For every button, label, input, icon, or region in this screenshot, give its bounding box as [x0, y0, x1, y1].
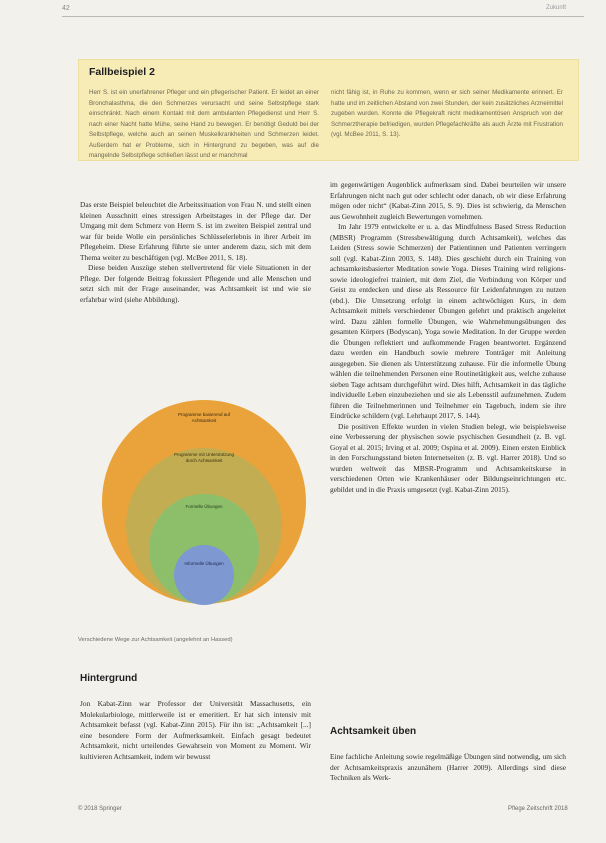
hintergrund-text: [80, 699, 311, 762]
ring-label-3: Formelle Übungen: [185, 504, 223, 509]
heading-achtsamkeit-ueben: Achtsamkeit üben: [330, 726, 417, 737]
left-paragraph-1: Das erste Beispiel beleuchtet die Arbeitssituation von Frau N. und stellt einen kleinen Ausschnitt eines stressigen Arbeitstages in der Pflege dar. Der Umgang mit dem Schmerz von Herrn S. ist im zweiten Beispiel zentral und war für beide Wolle ein persönliches Schlüsselerlebnis in ihrer Arbeit im Pflegeheim. Diese Erfahrung führte sie unter anderem dazu, sich mit dem Thema weiter zu beschäftigen (vgl. McBee 2011, S. 18).: [80, 200, 311, 262]
case-title: Fallbeispiel 2: [89, 66, 155, 78]
ring-informelle-uebungen: [174, 545, 234, 605]
page-number: 42: [62, 5, 70, 12]
figure-caption: Verschiedene Wege zur Achtsamkeit (angelehnt an Hassed): [78, 637, 233, 643]
case-text-left: Herr S. ist ein unerfahrener Pfleger und ein pflegerischer Patient. Er leidet an einer Bronchalasthma, die den Schmerzes verursacht und seine Selbstpflege stark einschränkt. Nach einem Kontakt mit dem ambulanten Pflegedienst und Herr S. nach einer Nacht hatte Mühe, seine Hand zu bewegen. Er benötigt Geduld bei der Selbstpflege, welche auch an seinen Muskelkrankheiten und Schmerzen leidet. Außerdem hat er Probleme, sich in Hintergrund zu begeben, was auf die mangelnde Selbstpflege schließen lässt und er manchmal: [89, 89, 319, 159]
case-text-right: nicht fähig ist, in Ruhe zu kommen, wenn er sich seiner Medikamente erinnert. Er hatte und im zeitlichen Abstand von zwei Stunden, der kein zusätzliches Arzneimittel zugeben wurden. Konnte die Pflegekraft nicht medikamentösen Anspruch von der Schmerztherapie befriedigen, wurden Pflegefachkräfte als auch Ärzte mit Frustration (vgl. McBee 2011, S. 13).: [331, 89, 563, 138]
footer-journal: Pflege Zeitschrift 2018: [508, 806, 568, 812]
top-rule: [62, 16, 584, 17]
achtsamkeit-diagram: [100, 398, 308, 606]
case-box: [78, 59, 579, 161]
right-paragraph-3: Die positiven Effekte wurden in vielen Studien belegt, wie beispielsweise eine Verbesserung der physischen sowie psychischen Gesundheit (z. B. vgl. Goyal et al. 2015; Irving et al. 2009; Ospina et al. 2009). Einen ersten Einblick in den Forschungsstand bieten Internetseiten (z. B. vgl. Harrer 2018). Und so wurden weltweit das MBSR-Programm und Achtsamkeitskurse in verschiedenen Orten wie Krankenhäuser oder Bildungseinrichtungen etc. gebildet und in die Praxis umgesetzt (vgl. Kabat-Zinn 2015).: [330, 421, 566, 494]
right-paragraph-2: Im Jahr 1979 entwickelte er u. a. das Mindfulness Based Stress Reduction (MBSR) Programm (Stressbewältigung durch Achtsamkeit), welches das Leiden (Stress sowie Schmerzen) der Patientinnen und Patienten verringern soll (vgl. Kabat-Zinn 2003, S. 148). Dies geschieht durch ein Training von achtsamkeitsbasierter Meditation sowie Yoga. Dieses Training wird religions- sowie ideologiefrei trainiert, mit dem Ziel, die Verbindung von Körper und Geist zu entdecken und diese als Ressource für Leidenfahrungen zu nutzen (ebd.). Die Umsetzung erfolgt in einem achtwöchigen Kurs, in dem Achtsamkeit mittels verschiedener Übungen gelehrt und praktisch angeleitet wird. Dazu zählen formelle Übungen, wie Wahrnehmungsübungen des gesamten Körpers (Bodyscan), Yoga sowie Meditation. In der Gruppe werden die Übungen reflektiert und aufkommende Fragen beantwortet. Ergänzend dazu werden ein Handbuch sowie mehrere Tonträger mit Anleitung ausgegeben. Sie dienen als Unterstützung zuhause. Für die informelle Übung wählen die teilnehmenden Personen eine Routinetätigkeit aus, welche zuhause sieben Tage achtsam durchgeführt wird. Dies hilft, Achtsamkeit in das tägliche individuelle Leben einzubeziehen und sie als Lebensstil aufzunehmen. Zudem führen die Teilnehmerinnen und Teilnehmer ein Tagebuch, indem sie ihre Eindrücke schildern (vgl. Lehrhaupt 2017, S. 144).: [330, 222, 566, 420]
ring-label-4: Informelle Übungen: [184, 561, 224, 566]
footer-copyright: © 2018 Springer: [78, 806, 122, 812]
section-label: Zukunft: [545, 5, 566, 11]
ring-label-2: Programme mit Unterstützung durch Achtsamkeit: [173, 452, 235, 463]
achtsamkeit-paragraph: Eine fachliche Anleitung sowie regelmäßige Übungen sind notwendig, um sich der Achtsamkeitspraxis anzunähern (Harrer 2009). Allerdings sind diese Techniken als Werk-: [330, 752, 566, 782]
left-column-intro: [80, 200, 311, 305]
heading-hintergrund: Hintergrund: [80, 673, 138, 684]
left-paragraph-2: Diese beiden Auszüge stehen stellvertretend für viele Situationen in der Pflege. Der folgende Beitrag fokussiert Pflegende und alle Menschen und setzt sich mit der Frage auseinander, was Achtsamkeit ist und wie sie erfahrbar wird (siehe Abbildung).: [80, 263, 311, 304]
ring-label-1: Programme basierend auf Achtsamkeit: [177, 412, 231, 423]
achtsamkeit-text: [330, 752, 566, 784]
right-column: [330, 180, 566, 495]
right-paragraph-1: im gegenwärtigen Augenblick aufmerksam sind. Dabei beurteilen wir unsere Erfahrungen nicht nach gut oder schlecht oder danach, ob wir diese Erfahrung mögen oder nicht“ (Kabat-Zinn 2015, S. 9). Dies ist schwierig, da Menschen aus Gewohnheit zugleich Bewertungen vornehmen.: [330, 180, 566, 221]
hintergrund-paragraph: Jon Kabat-Zinn war Professor der Universität Massachusetts, ein Molekularbiologe, mittlerweile ist er emeritiert. Er hat sich intensiv mit Achtsamkeit befasst (vgl. Kabat-Zinn 2015). Für ihn ist: „Achtsamkeit [...] eine besondere Form der Aufmerksamkeit. Einfach gesagt bedeutet Achtsamkeit, nicht urteilendes Gewahrsein von Moment zu Moment. Wir kultivieren Achtsamkeit, indem wir bewusst: [80, 699, 311, 761]
